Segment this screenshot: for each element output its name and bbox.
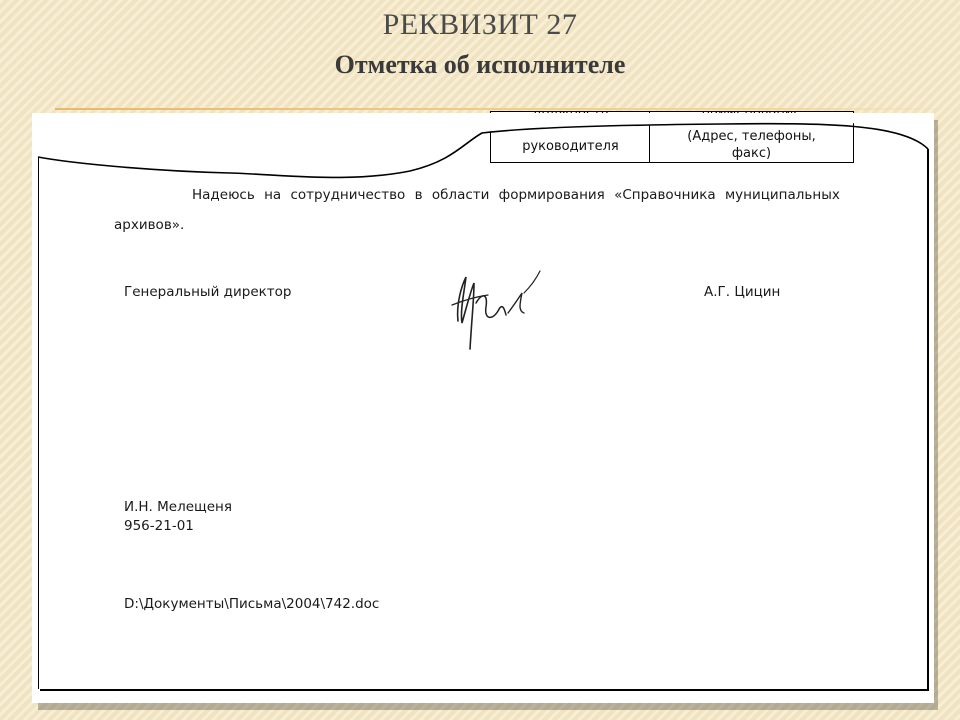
- torn-edge: [32, 113, 934, 193]
- letter-paragraph-line2: архивов».: [114, 217, 185, 233]
- document-page: [32, 113, 934, 703]
- page-frame-right: [927, 149, 929, 691]
- header-cell-address-line2: факс): [731, 146, 772, 161]
- slide-subtitle: Отметка об исполнителе: [334, 50, 626, 79]
- slide-title: РЕКВИЗИТ 27: [382, 8, 578, 41]
- executor-name: И.Н. Мелещеня: [124, 499, 232, 515]
- signer-position: Генеральный директор: [124, 284, 292, 300]
- header-cell-address-line1: (Адрес, телефоны,: [687, 129, 816, 144]
- page-frame-left: [38, 157, 39, 689]
- handwritten-signature: [444, 263, 554, 353]
- executor-phone: 956-21-01: [124, 518, 194, 534]
- page-frame-bottom: [40, 689, 929, 691]
- letter-paragraph-line1: Надеюсь на сотрудничество в области формирования «Справочника муниципальных: [192, 187, 840, 203]
- file-path: D:\Документы\Письма\2004\742.doc: [124, 596, 380, 612]
- title-divider: [55, 108, 960, 110]
- signer-name: А.Г. Цицин: [704, 284, 781, 300]
- header-cell-position-text: руководителя: [522, 139, 619, 154]
